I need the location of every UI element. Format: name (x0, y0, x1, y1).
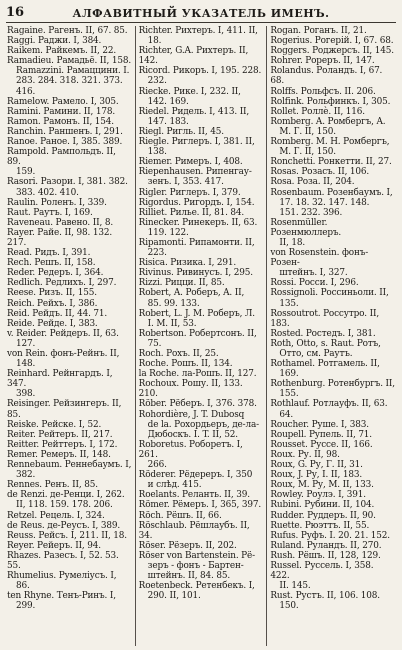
index-entry-line: Ramon. Рамонъ. II, 154. (7, 116, 114, 127)
index-entry-line: Risica. Ризика. I, 291. (138, 258, 237, 269)
index-entry-line: Rolandus. Роландъ. I, 67. 68. (270, 66, 383, 87)
index-entry-line: Reich. Рейхъ. I, 386. (7, 298, 98, 309)
index-entry-line: Roth, Otto, s. Raut. Ротъ, (270, 338, 381, 349)
index-entry-line: Rudder. Руддеръ. II, 90. (270, 510, 376, 521)
index-entry-line: Raut. Раутъ. I, 169. (7, 207, 93, 218)
index-entry-line: Rosenbaum. Розенбаумъ. I, (270, 187, 393, 198)
index-entry-line: II, 118. 159. 178. 206. (16, 500, 113, 511)
index-entry-line: 159. (16, 167, 36, 178)
index-entry-line: Rothamel. Ротгамель. II, (270, 359, 380, 370)
index-entry-line: von Rein. фонъ-Рейнъ. II, (7, 349, 120, 359)
index-entry-line: Röch. Рёшъ. II, 66. (138, 510, 222, 521)
index-entry-line: 142. 169. (147, 96, 189, 107)
index-entry-line: Ruette. Рюэттъ. II, 55. (270, 520, 370, 531)
index-entry-line: Rosa. Роза. II, 204. (270, 177, 355, 188)
index-entry-line: Ramazzini. Рамаццини. I. (16, 66, 130, 77)
index-entry-line: 85. 99. 133. (147, 298, 200, 309)
index-entry-line: Reide. Рейде. I, 383. (7, 318, 98, 329)
index-entry-line: M. Г. II, 150. (279, 126, 336, 137)
index-entry-line: Ragaine. Рагенъ. II, 67. 85. (7, 26, 128, 36)
index-entry-line: Ranchin. Раншенъ. I, 291. (7, 126, 123, 137)
index-entry-line: Rolfink. Рольфинкъ. I, 305. (270, 96, 391, 107)
index-entry-line: Ruland. Руландъ. II, 270. (270, 540, 382, 551)
index-entry-line: Rothlauf. Ротлауфъ. II, 63. (270, 399, 388, 410)
index-columns (4, 26, 398, 646)
index-entry-line: 119. 122. (147, 227, 189, 238)
index-entry-line: la Roche. ла-Рошъ. II, 127. (138, 369, 257, 380)
index-entry-line: Roch. Рохъ. II, 25. (138, 349, 219, 359)
index-entry-line: Reyer. Рейеръ. II, 94. (7, 540, 101, 551)
index-entry-line: I. M. II, 53. (147, 318, 197, 329)
index-entry-line: 266. (147, 460, 167, 471)
index-column-3 (266, 26, 398, 646)
index-entry-line: Reisinger. Рейзингеръ. II, 85. (7, 399, 122, 420)
index-entry-line: Ramini. Рамини. II, 178. (7, 106, 115, 117)
index-entry-line: II, 18. (279, 237, 306, 248)
index-entry-line: Rennes. Ренъ. II, 85. (7, 480, 98, 491)
index-entry-line: 127. (16, 338, 36, 349)
index-entry-line: Remer. Ремеръ. II, 148. (7, 449, 111, 460)
index-entry-line: 398. (16, 389, 36, 400)
index-entry-line: Rohrer. Рореръ. II, 147. (270, 56, 375, 67)
index-entry-line: 75. (147, 338, 162, 349)
index-entry-line: Retzel. Рецель. I, 324. (7, 510, 105, 521)
index-entry-line: Rizzi. Рицци. II, 85. (138, 278, 225, 289)
index-entry-line: Riegl. Ригль. II, 45. (138, 126, 224, 137)
index-entry-line: de Renzi. де-Ренци. I, 262. (7, 490, 125, 501)
index-entry-line: 223. (147, 248, 167, 259)
index-entry-line: Rush. Рёшъ. II, 128, 129. (270, 550, 381, 561)
index-entry-line: Roux, J. Ру, I. II, 183. (270, 470, 363, 481)
index-entry-line: 135. (279, 298, 299, 309)
index-entry-line: Rosas. Розасъ. II, 106. (270, 167, 370, 178)
index-entry-line: Rivinus. Ривинусъ. I, 295. (138, 268, 253, 279)
index-entry-line: 383. 402. 410. (16, 187, 79, 198)
index-entry-line: Ronchetti. Ронкетти. II, 27. (270, 157, 392, 168)
index-entry-line: штейнъ. I, 327. (279, 268, 348, 279)
index-entry-line: Raggi. Раджи. I, 384. (7, 36, 102, 47)
index-entry-line: 155. (279, 389, 299, 400)
index-entry-line: Rothenburg. Ротенбургъ. II, (270, 379, 395, 390)
index-entry-line: Riecke. Рике. I, 232. II, (138, 86, 241, 97)
index-entry-line: de Reus. де-Реусъ. I, 389. (7, 520, 121, 531)
index-entry-line: Richter. Рихтеръ. I, 411. II, (138, 26, 258, 36)
index-entry-line: Römer. Рёмеръ. I, 365, 397. (138, 500, 262, 511)
index-entry-line: Rinecker. Ринекеръ. II, 63. (138, 217, 258, 228)
index-entry-line: Дюбоскъ. I. T. II, 52. (147, 429, 238, 440)
index-entry-line: Roux, G. Ру, Г. II, 31. (270, 460, 363, 471)
index-entry-line: Rayer. Райе. II, 98. 132. 217. (7, 227, 113, 248)
index-entry-line: Roggers. Роджерсъ. II, 145. (270, 46, 394, 57)
index-entry-line: Rigler. Риглеръ. I, 379. (138, 187, 241, 198)
index-entry-line: 290. II, 101. (147, 591, 201, 602)
index-entry-line: Rowley. Роулэ. I, 391. (270, 490, 366, 501)
index-entry-line: Riepenhausen. Рипенгау- (138, 167, 252, 178)
index-entry-line: Ripamonti. Рипамонти. II, (138, 237, 255, 248)
index-entry-line: Rufus. Руфъ. I. 20. 21. 152. (270, 530, 390, 541)
index-entry-line: 17. 18. 32. 147. 148. (279, 197, 370, 208)
index-entry-line: Roux, M. Ру, M. II, 133. (270, 480, 374, 491)
index-entry-line: Ricord. Рикоръ. I, 195. 228. (138, 66, 262, 77)
index-entry-line: Reid. Рейдъ. II, 44. 71. (7, 308, 108, 319)
index-entry-line: Reese. Ризъ. II, 155. (7, 288, 97, 299)
index-entry-line: Röser. Рёзеръ. II, 202. (138, 540, 237, 551)
index-entry-line: Reder. Редеръ. I, 364. (7, 268, 104, 279)
index-entry-line: 18. (147, 36, 162, 47)
index-entry-line: Riegle. Риглеръ. I, 381. II, (138, 137, 255, 148)
index-entry-line: Reinhard. Рейнгардъ. I, 347. (7, 369, 113, 390)
index-entry-line: 232. (147, 76, 167, 87)
index-entry-line: 299. (16, 601, 36, 612)
index-entry-line: Robert, L. J. M. Роберъ, Л. (138, 308, 255, 319)
index-entry-line: Ranoe. Раное. I, 385. 389. (7, 137, 123, 148)
index-entry-line: 169. (279, 369, 299, 380)
index-entry-line: Röser von Bartenstein. Рё- (138, 550, 255, 561)
index-entry-line: Reiter. Рейтеръ. II, 217. (7, 429, 113, 440)
index-entry-line: Rossoutrot. Россутро. II, 183. (270, 308, 380, 329)
index-entry-line: Robert, A. Роберъ, A. II, (138, 288, 245, 299)
index-entry-line: Rampold. Рампольдъ. II, 89. (7, 147, 116, 168)
index-entry-line: Richter, G.A. Рихтеръ. II, 142. (138, 46, 249, 67)
index-entry-line: Raikem. Райкемъ. II, 22. (7, 46, 117, 57)
index-entry-line: 64. (279, 409, 294, 420)
index-entry-line: von Rosenstein. фонъ-Розен- (270, 248, 369, 269)
index-entry-line: Rogerius. Рогерій. I, 67. 68. (270, 36, 394, 47)
index-entry-line: 151. 232. 396. (279, 207, 343, 218)
index-entry-line: Roetenbeck. Ретенбекъ. I, (138, 581, 255, 592)
index-entry-line: Rasori. Разори. I, 381. 382. (7, 177, 128, 188)
index-entry-line: Rhazes. Разесъ. I, 52. 53. 55. (7, 550, 119, 571)
index-entry-line: 138. (147, 147, 167, 158)
index-entry-line: Röber. Рёберъ. I, 376. 378. (138, 399, 257, 410)
index-entry-line: Röderer. Рёдереръ. I, 350 (138, 470, 253, 481)
index-entry-line: Romberg. A. Ромбергъ, A. (270, 116, 386, 127)
index-entry-line: Reiske. Рейске. I, 52. (7, 419, 102, 430)
index-entry-line: II. 145. (279, 581, 311, 592)
index-entry-line: 382. (16, 470, 36, 481)
index-entry-line: 416. (16, 86, 36, 97)
index-entry-line: Rousset. Руссе. II, 166. (270, 439, 373, 450)
index-entry-line: v. Reider. Рейдеръ. II, 63. (7, 328, 119, 339)
index-entry-line: Read. Ридъ. I, 391. (7, 248, 91, 259)
index-entry-line: Raulin. Роленъ. I, 339. (7, 197, 107, 208)
index-entry-line: Röschlaub. Рёшлаубъ. II, 34. (138, 520, 250, 541)
index-entry-line: Ramadieu. Рамадьё. II, 158. (7, 56, 132, 67)
index-entry-line: M. Г. II, 150. (279, 147, 336, 158)
index-entry-line: Roche. Рошъ. II, 134. (138, 359, 233, 370)
page-header (6, 4, 396, 23)
index-entry-line: Rennebaum. Реннебаумъ. I, (7, 460, 132, 471)
index-entry-line: Rolffs. Рольфсъ. II. 206. (270, 86, 376, 97)
index-entry-line: зенъ. I, 353. 417. (147, 177, 224, 188)
index-entry-line: Rossi. Росси. I, 296. (270, 278, 359, 289)
index-entry-line: 148. (16, 359, 36, 370)
index-entry-line: Rosted. Ростедъ. I, 381. (270, 328, 376, 339)
index-entry-line: Rossignoli. Россиньоли. II, (270, 288, 389, 299)
index-entry-line: Ramelow. Рамело. I, 305. (7, 96, 119, 107)
index-entry-line: Roboretus. Роборетъ. I, 261. (138, 439, 243, 460)
index-entry-line: Reitter. Рейттеръ. I, 172. (7, 439, 118, 450)
index-entry-line: de la. Рохордьеръ, де-ла- (147, 419, 259, 430)
index-entry-line: Rochoux. Рошу. II, 133. 210. (138, 379, 243, 400)
index-entry-line: Rubini. Рубини. II, 104. (270, 500, 375, 511)
index-entry-line: Russel. Руссель. I, 358. 422. (270, 560, 374, 582)
index-column-1 (4, 26, 135, 646)
index-entry-line: Riedel. Ридель. I, 413. II, (138, 106, 250, 117)
index-entry-line: Romberg. M. H. Ромбергъ, (270, 137, 390, 148)
index-entry-line: Rhumelius. Румелiусъ. I, (7, 571, 117, 582)
index-entry-line: 147. 183. (147, 116, 189, 127)
index-entry-line: ten Rhyne. Тенъ-Ринъ. I, (7, 591, 116, 602)
running-title: АЛФАВИТНЫЙ УКАЗАТЕЛЬ ИМЕНЪ. (72, 6, 330, 20)
index-entry-line: Rigordus. Ригордъ. I, 154. (138, 197, 255, 208)
index-entry-line: Redlich. Редлихъ. I, 297. (7, 278, 117, 289)
index-entry-line: Robertson. Робертсонъ. II, (138, 328, 257, 339)
index-column-2 (135, 26, 267, 646)
index-entry-line: Rollet. Роллè. II, 116. (270, 106, 365, 117)
index-entry-line: Riemer. Римеръ. I, 408. (138, 157, 243, 168)
index-entry-line: и слѣд. 415. (147, 480, 202, 491)
index-entry-line: Roelants. Реланть. II, 39. (138, 490, 250, 501)
index-entry-line: Roupell. Рупель. II, 71. (270, 429, 372, 440)
index-entry-line: Rogan. Роганъ. II, 21. (270, 26, 367, 36)
index-entry-line: Rosenmüller. Розенмюллеръ. (270, 217, 342, 238)
index-entry-line: штейнъ. II, 84. 85. (147, 571, 231, 582)
index-entry-line: Отто, см. Раутъ. (279, 349, 353, 359)
index-entry-line: Rust. Рустъ. II, 106. 108. (270, 591, 380, 602)
index-entry-line: зеръ - фонъ - Бартен- (147, 560, 244, 571)
index-entry-line: Reuss. Рейсъ. I, 211. II, 18. (7, 530, 127, 541)
index-entry-line: Rilliet. Рилье. II, 81. 84. (138, 207, 245, 218)
index-entry-line: 150. (279, 601, 299, 612)
index-entry-line: 283. 284. 318. 321. 373. (16, 76, 123, 87)
index-entry-line: Roucher. Руше. I, 383. (270, 419, 369, 430)
page-number: 16 (6, 5, 25, 20)
index-entry-line: Rech. Решъ. II, 158. (7, 258, 96, 269)
index-entry-line: Raveneau. Равено. II, 8. (7, 217, 113, 228)
index-entry-line: Roux. Ру. II, 98. (270, 449, 340, 460)
index-entry-line: 86. (16, 581, 30, 592)
index-entry-line: Rohordière, J. T. Dubosq (138, 409, 245, 420)
